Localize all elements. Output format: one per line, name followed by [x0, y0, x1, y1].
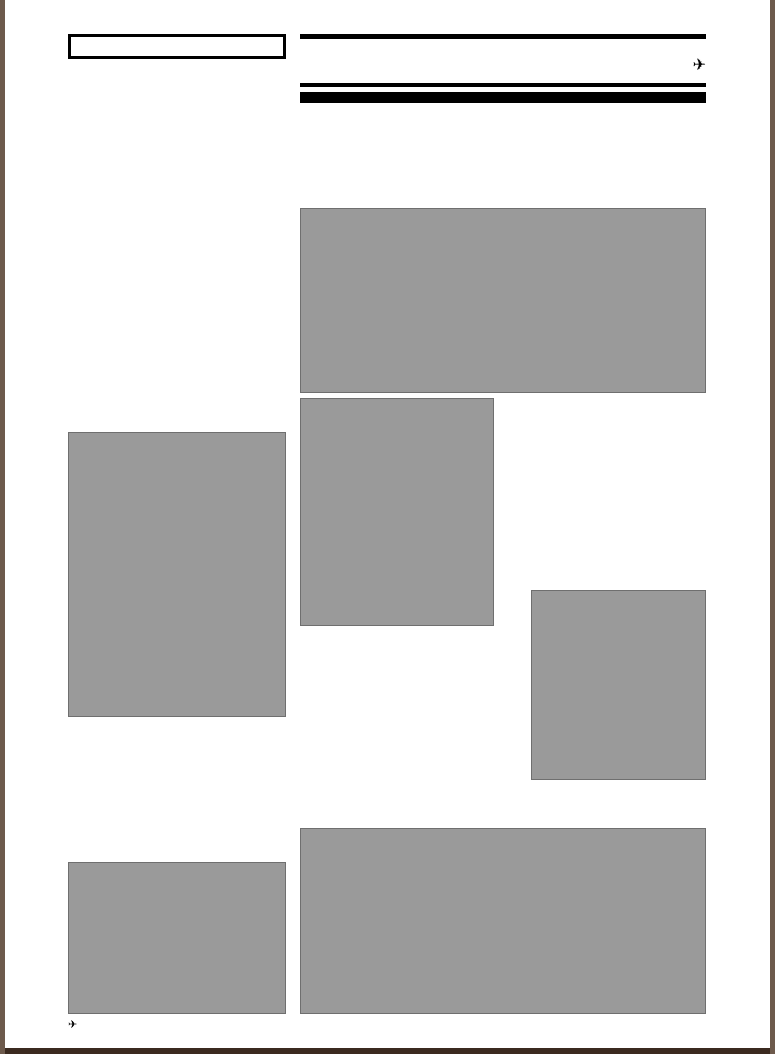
masthead-rule-bottom [300, 83, 706, 87]
masthead-byline [300, 92, 706, 103]
photo-brass-strip-pieces [300, 828, 706, 1014]
photo-thrustmaster-brass-strap [531, 590, 706, 780]
photo-propeller-motor-mount [68, 862, 286, 1014]
page-footer [68, 1015, 77, 1032]
photo-bobs-original-mount [68, 432, 286, 717]
photo-mounting-bracket-tie-wraps [300, 208, 706, 393]
photo-goldnrod-astro-cobalt [300, 398, 494, 626]
page-bottom-edge [0, 1048, 775, 1054]
masthead-rule-top [300, 34, 706, 39]
airplane-icon: ✈ [68, 1019, 78, 1031]
masthead-title-row [300, 41, 706, 81]
this-months-topics-box [68, 34, 286, 59]
column-masthead [300, 34, 706, 103]
body-text-left-column [68, 208, 286, 209]
body-dropcap [68, 208, 70, 209]
airplane-icon: ✈ [692, 57, 706, 74]
